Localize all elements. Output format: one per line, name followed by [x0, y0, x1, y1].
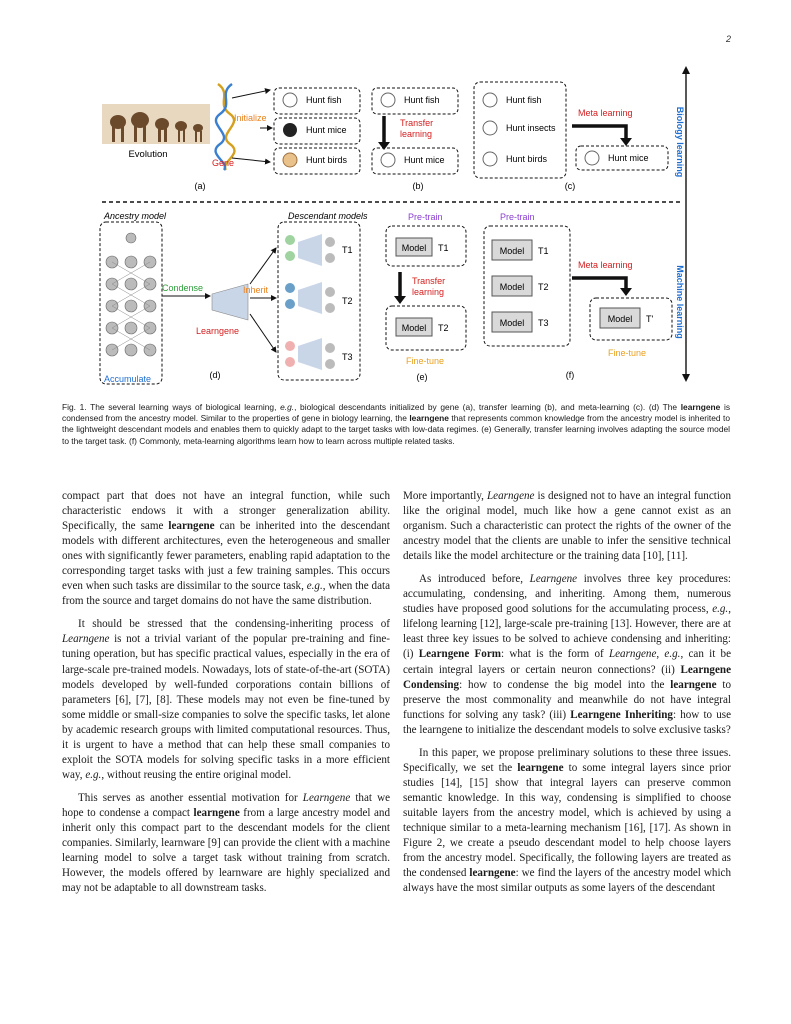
evolution-label: Evolution: [128, 149, 168, 160]
task-c-2: Hunt insects: [506, 123, 556, 133]
task-c-target: Hunt mice: [608, 153, 649, 163]
initialize-label: Initialize: [234, 113, 267, 123]
f-t1: T1: [538, 246, 549, 256]
meta-arrow: [572, 126, 626, 140]
paragraph: compact part that does not have an integral function, while such characteristic endows it with a stronger generalization ability. Specifically, the same learngene can be inherited into the descendant models with different architectures, even the heterogeneous and smaller ones with significantly fewer parameters, enabling rapid adaptation to the corresponding target tasks with just a few training samples. This occurs even when such tasks are dissimilar to the source task, e.g., when the data from the source and target domains do not have the same distribution.: [62, 490, 391, 608]
paragraph: It should be stressed that the condensing-inheriting process of Learngene is not a trivial variant of the popular pre-training and fine-tuning operation, but has specific practical values, especially in the era of large-scale pre-trained models. Nowadays, lots of state-of-the-art (SOTA) models developed by well-funded corporations contain billions of parameters [6], [7], [8]. These models may not even be fine-tuned by some middle or small-size companies to solve the specific tasks, let alone by academic research groups with limited computational resources. Thus, it is urgent to have a method that can help these small companies to exploit the SOTA models for solving specific tasks in a more efficient way, e.g., without reusing the entire original model.: [62, 618, 390, 781]
transfer-arrow-icon: [394, 296, 406, 304]
panel-e: [386, 212, 466, 382]
e-t2: T2: [438, 323, 449, 333]
pretrain-label-2: Pre-train: [500, 212, 535, 222]
descendant-network-3: [285, 338, 335, 370]
pretrain-label: Pre-train: [408, 212, 443, 222]
model-label: Model: [401, 323, 427, 333]
e-transfer-1: Transfer: [412, 276, 446, 286]
transfer-label-1: Transfer: [400, 118, 434, 128]
task-a-2: Hunt mice: [306, 125, 347, 135]
panel-d-label: (d): [209, 370, 221, 380]
cat-icon: [283, 153, 297, 167]
f-t2: T2: [538, 282, 549, 292]
model-label: Model: [499, 282, 525, 292]
task-c-3: Hunt birds: [506, 154, 548, 164]
biology-learning-label: Biology learning: [675, 106, 685, 178]
task-c-1: Hunt fish: [506, 95, 542, 105]
finetune-label-2: Fine-tune: [608, 348, 647, 358]
descendant-network-2: [285, 282, 335, 314]
descendant-network-1: [285, 234, 335, 266]
panel-d: [100, 211, 368, 384]
ancestry-model-label: Ancestry model: [104, 211, 167, 221]
panel-a-label: (a): [194, 181, 206, 191]
paragraph: As introduced before, Learngene involves three key procedures: accumulating, condensing, and inheriting. Among them, numerous studies have proposed good solutions for the accumulating process, e.g., lifelong learning [12], large-scale pre-training [13]. However, there are at least three key issues to be solved to achieve condensing and inheriting: (i) Learngene Form: what is the form of Learngene, e.g., can it be certain integral layers or certain neuron connections? (ii) Learngene Condensing: how to condense the big model into the learngene to preserve the most commonality and meanwhile do not have integral functions for solving any task? (iii) Learngene Inheriting: how to use the learngene to initialize the descendant models to solve exclusive tasks?: [403, 573, 732, 736]
panel-e-label: (e): [416, 372, 428, 382]
cat-icon: [483, 93, 497, 107]
axis-arrow-up-icon: [682, 66, 690, 74]
cat-icon: [381, 93, 395, 107]
learngene-label: Learngene: [196, 326, 240, 336]
f-t3: T3: [538, 318, 549, 328]
paragraph: This serves as another essential motivation for Learngene that we hope to condense a compact learngene from a large ancestry model and inherit only this compact part to the descendant models for the client companies. Similarly, learnware [9] can provide the client with a machine learning model to solve a target task without training from scratch. However, the models offered by learnware are highly specialized and may not be adaptable to all downstream tasks.: [62, 791, 391, 895]
paragraph: In this paper, we propose preliminary solutions to these three issues. Specifically, we set the learngene to some integral layers since prior studies [14], [15] show that integral layers can preserve common semantic knowledge. In this way, condensing is simplified to choose suitable layers from the ancestry model, which is achieved by using a technique similar to a meta-learning mechanism [16], [17]. As shown in Figure 2, we create a pseudo descendant model to help choose layers from the ancestry model. Specifically, the following layers are treated as the condensed learngene: we find the layers of the ancestry model which always have the most similar outputs as some layers of the descendant: [403, 746, 731, 895]
panel-f-label: (f): [565, 370, 575, 380]
t1-label: T1: [342, 245, 353, 255]
panel-a: [102, 84, 360, 191]
model-label: Model: [499, 318, 525, 328]
e-t1: T1: [438, 243, 449, 253]
meta-arrow-icon: [620, 288, 632, 296]
t3-label: T3: [342, 352, 353, 362]
panel-b-label: (b): [412, 181, 424, 191]
cat-icon: [483, 121, 497, 135]
task-b-1: Hunt fish: [404, 95, 440, 105]
model-label: Model: [401, 243, 427, 253]
gene-label: Gene: [212, 158, 235, 168]
page-number: 2: [725, 34, 731, 44]
model-label: Model: [607, 314, 633, 324]
transfer-label-2: learning: [400, 129, 433, 139]
task-a-1: Hunt fish: [306, 95, 342, 105]
condense-label: Condense: [162, 283, 204, 293]
t-prime-label: T': [646, 314, 654, 324]
model-label: Model: [499, 246, 525, 256]
right-column: [403, 489, 731, 896]
figure-1: [60, 62, 732, 390]
f-meta-label: Meta learning: [578, 260, 633, 270]
meta-learning-label: Meta learning: [578, 108, 633, 118]
inherit-label: Inherit: [243, 285, 269, 295]
cat-icon: [283, 123, 297, 137]
panel-c: [474, 82, 668, 191]
descendant-models-label: Descendant models: [288, 211, 368, 221]
panel-f: [484, 212, 672, 380]
cat-icon: [283, 93, 297, 107]
accumulate-label: Accumulate: [104, 374, 152, 384]
panel-c-label: (c): [564, 181, 576, 191]
figure-svg: [60, 62, 732, 390]
cat-icon: [585, 151, 599, 165]
finetune-label: Fine-tune: [406, 356, 445, 366]
left-column: [62, 489, 390, 896]
ancestry-network: [106, 233, 156, 356]
cat-icon: [381, 153, 395, 167]
e-transfer-2: learning: [412, 287, 445, 297]
machine-learning-label: Machine learning: [675, 265, 685, 339]
cat-icon: [483, 152, 497, 166]
paragraph: More importantly, Learngene is designed not to have an integral function like the original model, much like how a gene cannot exist as an organism. Such a characteristic can protect the rights of the owner of the ancestry model that the clients are unable to infer the sensitive technical details like the model architecture or the training data [10], [11].: [403, 490, 731, 563]
axis-arrow-down-icon: [682, 374, 690, 382]
t2-label: T2: [342, 296, 353, 306]
task-a-3: Hunt birds: [306, 155, 348, 165]
panel-b: [372, 88, 458, 191]
task-b-2: Hunt mice: [404, 155, 445, 165]
figure-caption: Fig. 1. The several learning ways of biological learning, e.g., biological descendants initialized by gene (a), transfer learning (b), and meta-learning (c). (d) The learngene is condensed from the ancestry model. Similar to the properties of gene in biology learning, the learngene that represents common knowledge from the ancestry model is inherited to the lightweight descendant models and enables them to quickly adapt to the target tasks with low-data regimes. (e) Generally, transfer learning involves adapting the source model to the target task. (f) Commonly, meta-learning algorithms learn how to learn across multiple related tasks.: [62, 402, 731, 446]
